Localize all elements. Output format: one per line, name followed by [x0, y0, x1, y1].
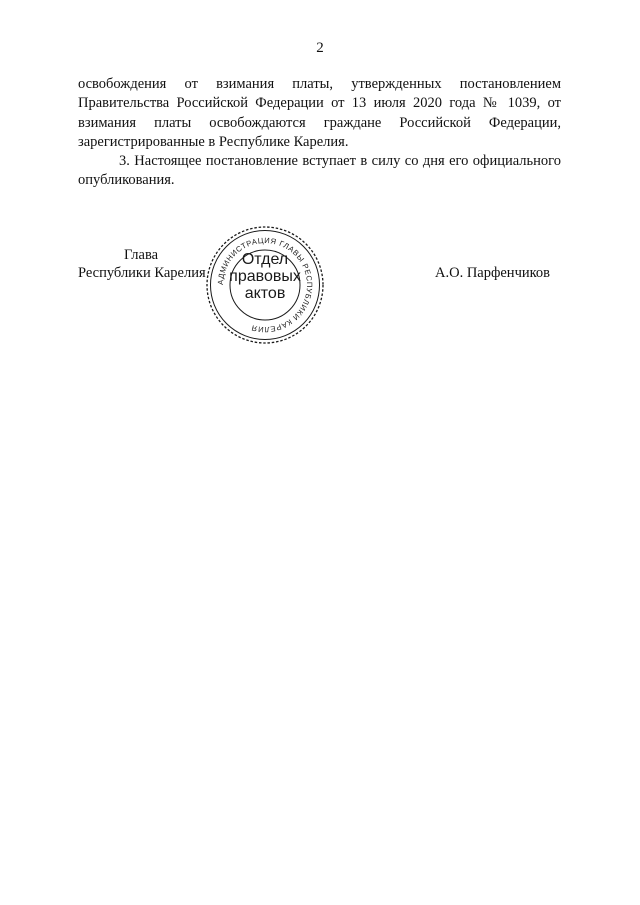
stamp-center-line: актов [244, 285, 286, 302]
stamp-center-line: Отдел [241, 251, 289, 268]
stamp-center-text [204, 251, 326, 302]
text-line: освобождения от взимания платы, утвержденных постановлением [78, 76, 561, 92]
signatory-title-line1: Глава [124, 247, 159, 263]
stamp-center-line: правовых [229, 268, 301, 285]
text-line: от взимания платы освобождаются граждане Российской Федерации, [78, 95, 561, 131]
text-line: Правительства Российской Федерации от 13 июля 2020 года № 1039, [78, 95, 541, 112]
official-stamp [204, 224, 326, 346]
paragraph-continuation-lines [78, 75, 561, 133]
paragraph-3 [78, 152, 561, 171]
text-line: зарегистрированные в Республике Карелия. [78, 133, 349, 150]
stamp-ring-text: АДМИНИСТРАЦИЯ ГЛАВЫ РЕСПУБЛИКИ КАРЕЛИЯ [215, 235, 315, 335]
page-number: 2 [316, 40, 324, 56]
text-line: 3. Настоящее постановление вступает в силу со дня его официального [119, 153, 561, 170]
signatory-name: А.О. Парфенчиков [435, 265, 551, 281]
paragraph-continuation-end [78, 133, 561, 152]
paragraph-3-end [78, 171, 561, 190]
signatory-title-line2: Республики Карелия [78, 265, 206, 281]
body-text [78, 75, 561, 191]
text-line: опубликования. [78, 172, 175, 189]
